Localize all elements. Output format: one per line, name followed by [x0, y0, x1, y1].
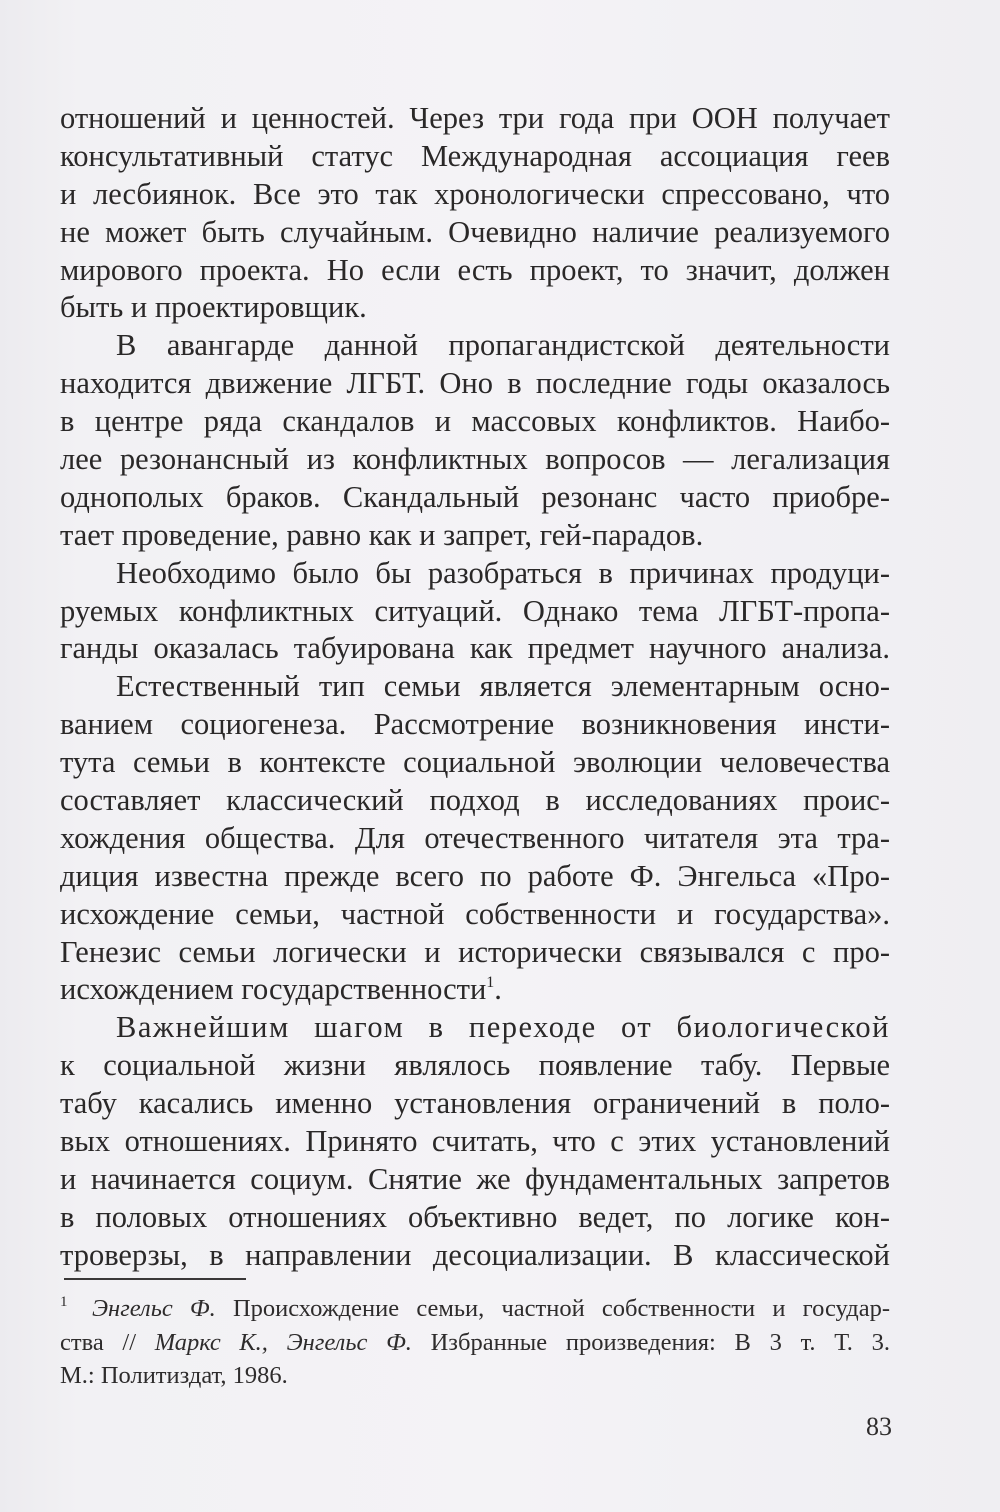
text-line: исхождение семьи, частной собственности и государства».: [60, 896, 890, 931]
text-line: Важнейшим шагом в переходе от биологической: [116, 1010, 890, 1045]
text-line: к социальной жизни являлось появление табу. Первые: [60, 1048, 890, 1083]
footnote-reference[interactable]: 1: [486, 974, 495, 992]
text-line: консультативный статус Международная ассоциация геев: [60, 138, 890, 173]
text-line: в половых отношениях объективно ведет, по логике кон-: [60, 1199, 890, 1234]
text-line-content: исхождением государственности: [60, 972, 487, 1007]
text-line: отношений и ценностей. Через три года при ООН получает: [60, 101, 890, 135]
text-line: Генезис семьи логически и исторически связывался с про-: [60, 934, 890, 969]
page-number: 83: [866, 1412, 892, 1441]
text-line: составляет классический подход в исследованиях проис-: [60, 783, 890, 818]
footnote-author: Маркс К., Энгельс Ф.: [154, 1328, 412, 1356]
text-line: вых отношениях. Принято считать, что с этих установлений: [60, 1124, 890, 1159]
text-line: В авангарде данной пропагандистской деятельности: [116, 328, 890, 363]
footnote-text: Происхождение семьи, частной собственности и государ-: [215, 1295, 890, 1322]
text-line: Необходимо было бы разобраться в причинах продуци-: [116, 555, 890, 590]
text-line: находится движение ЛГБТ. Оно в последние годы оказалось: [60, 366, 890, 401]
text-line: Естественный тип семьи является элементарным осно-: [116, 669, 890, 704]
text-line: в центре ряда скандалов и массовых конфликтов. Наибо-: [60, 404, 890, 439]
footnote-line: [60, 1326, 890, 1360]
footnote-author: Энгельс Ф.: [92, 1295, 216, 1322]
footnote-text: Избранные произведения: В 3 т. Т. 3.: [411, 1328, 890, 1356]
text-line: однополых браков. Скандальный резонанс часто приобре-: [60, 479, 890, 514]
footnote-divider: [64, 1278, 246, 1280]
text-line: хождения общества. Для отечественного читателя эта тра-: [60, 820, 890, 855]
text-line: лее резонансный из конфликтных вопросов — легализация: [60, 442, 890, 477]
text-line: табу касались именно установления ограничений в поло-: [60, 1086, 890, 1121]
text-line: и начинается социум. Снятие же фундаментальных запретов: [60, 1161, 890, 1196]
text-line: и лесбиянок. Все это так хронологически спрессовано, что: [60, 176, 890, 211]
footnote-line: 1 Энгельс Ф. Происхождение семьи, частной собственности и государ-: [60, 1294, 890, 1322]
text-line: руемых конфликтных ситуаций. Однако тема ЛГБТ-пропа-: [60, 593, 890, 628]
text-line: ванием социогенеза. Рассмотрение возникновения инсти-: [60, 707, 890, 742]
footnote: [60, 1292, 890, 1393]
text-line: тута семьи в контексте социальной эволюции человечества: [60, 745, 890, 780]
body-text: [60, 100, 890, 1275]
text-line: быть и проектировщик.: [60, 290, 367, 325]
text-line: ганды оказалась табуирована как предмет научного анализа.: [60, 631, 890, 666]
text-line: диция известна прежде всего по работе Ф. Энгельса «Про-: [60, 858, 890, 893]
text-line: исхождением государственности$^1$.: [60, 972, 502, 1007]
footnote-line: М.: Политиздат, 1986.: [60, 1362, 288, 1389]
footnote-text: ства //: [60, 1328, 155, 1356]
text-line: мирового проекта. Но если есть проект, то значит, должен: [60, 252, 890, 287]
text-line: тает проведение, равно как и запрет, гей-парадов.: [60, 517, 704, 552]
text-line: троверзы, в направлении десоциализации. В классической: [60, 1237, 890, 1272]
text-line: не может быть случайным. Очевидно наличие реализуемого: [60, 214, 890, 249]
